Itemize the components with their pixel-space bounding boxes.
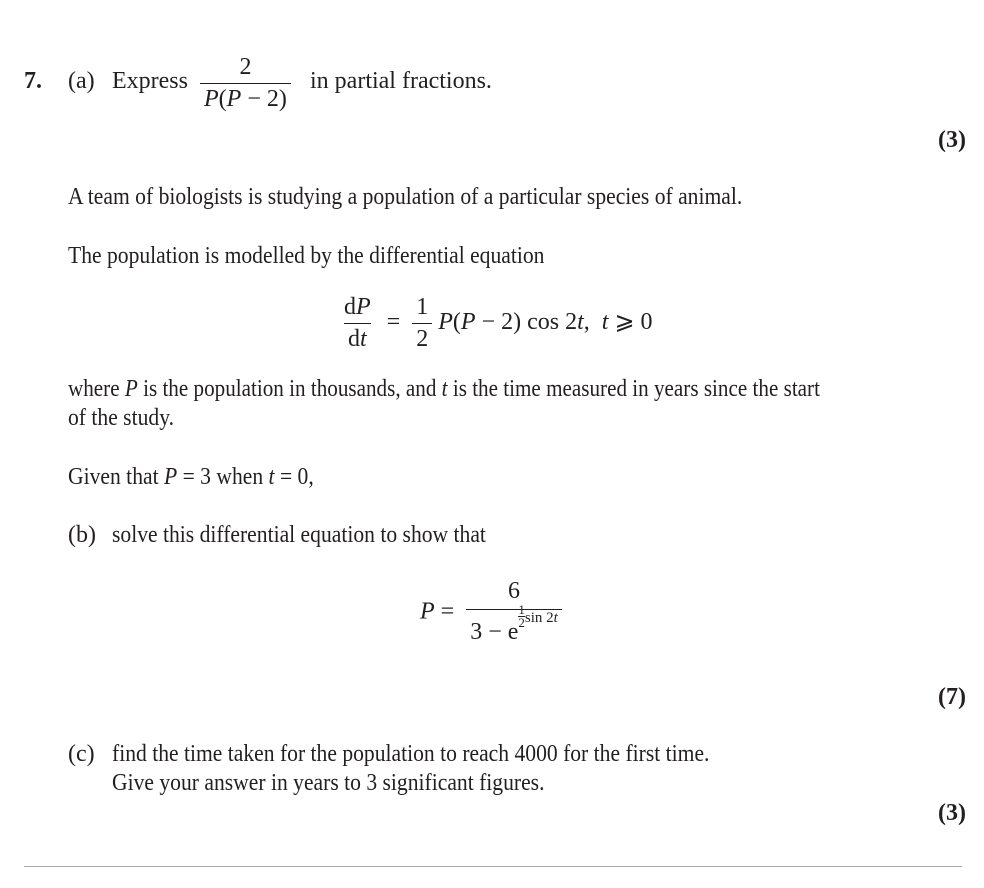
dt-denominator: dt: [344, 323, 371, 353]
intro-paragraph-2: [68, 243, 597, 270]
part-b-result: [420, 578, 562, 646]
part-a-marks: (3): [938, 127, 966, 153]
bottom-divider: [24, 866, 962, 867]
result-numerator: 6: [508, 578, 521, 604]
intro-text-1: A team of biologists is studying a population of a particular species of animal.: [68, 184, 743, 210]
part-b-marks: (7): [938, 684, 966, 710]
exp-den: 2: [518, 615, 525, 630]
where-line-1: where P is the population in thousands, and t is the time measured in years since the start: [68, 376, 820, 402]
rhs-expression: P(P − 2) cos 2t, t ⩾ 0: [438, 309, 653, 336]
fraction-denominator: P(P − 2): [200, 83, 291, 113]
part-b-text: [112, 522, 527, 549]
intro-text-2: The population is modelled by the differential equation: [68, 243, 545, 269]
result-denominator: 3 − e $\frac{1}{2}$ $^{sin 2t}$: [466, 609, 562, 646]
part-c-text-1: find the time taken for the population to reach 4000 for the first time.: [112, 741, 710, 767]
result-lhs: P =: [420, 598, 455, 625]
intro-paragraph-1: [68, 184, 817, 211]
half-denominator: 2: [412, 323, 432, 353]
part-c-label: (c): [68, 741, 95, 767]
exp-num: 1: [518, 602, 525, 617]
part-b-label: (b): [68, 522, 96, 548]
differential-equation: [340, 294, 653, 353]
dp-numerator: dP: [344, 294, 371, 320]
part-a-text-after: in partial fractions.: [310, 68, 492, 94]
where-text-2: of the study.: [68, 405, 174, 431]
fraction-numerator: 2: [239, 54, 252, 80]
part-c-marks: (3): [938, 800, 966, 826]
half-numerator: 1: [416, 294, 429, 320]
part-c-line-2: [112, 770, 593, 797]
where-line-2: [68, 405, 186, 432]
given-text: Given that P = 3 when t = 0,: [68, 464, 314, 490]
equals-sign: =: [386, 309, 401, 336]
question-number: 7.: [24, 68, 42, 94]
part-c-text-2: Give your answer in years to 3 significant figures.: [112, 770, 545, 796]
part-c-line-1: [112, 741, 776, 768]
part-a-label: (a): [68, 68, 95, 94]
part-a-text-before: Express: [112, 68, 188, 94]
part-a-fraction: [200, 54, 291, 113]
part-b-text-content: solve this differential equation to show that: [112, 522, 486, 548]
